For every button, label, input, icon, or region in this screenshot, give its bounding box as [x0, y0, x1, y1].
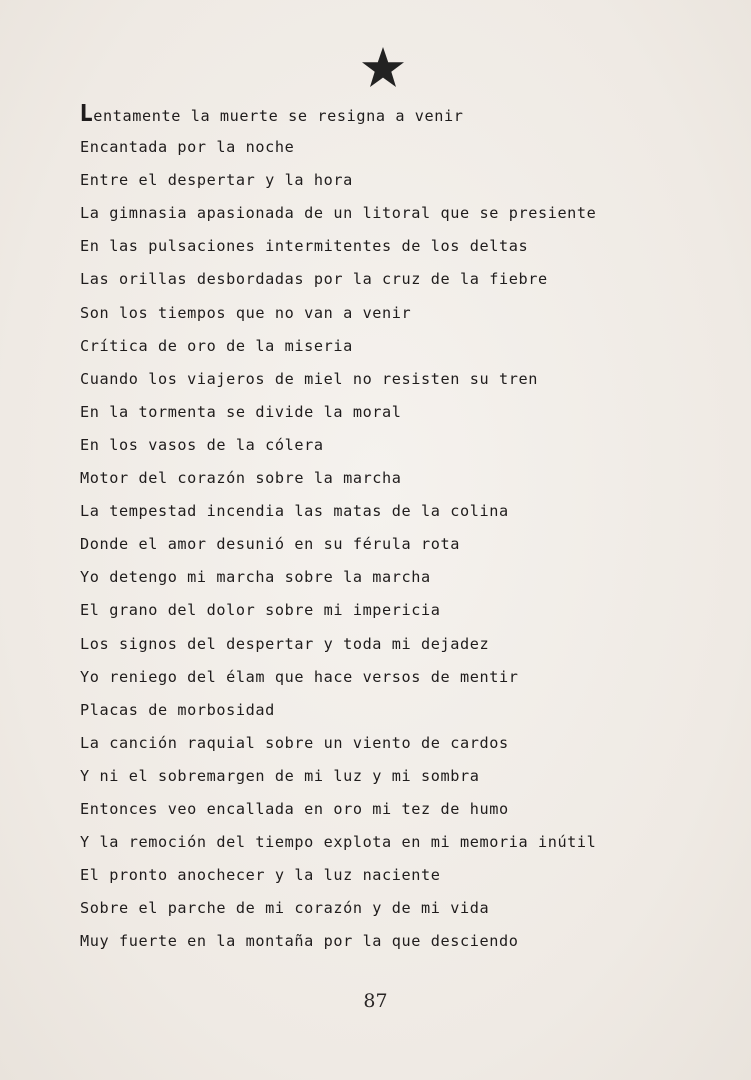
poem-line: Yo reniego del élam que hace versos de mentir — [80, 667, 519, 686]
poem-line: Los signos del despertar y toda mi dejadez — [80, 634, 490, 653]
poem-line: Muy fuerte en la montaña por la que desciendo — [80, 932, 519, 951]
poem-line: En los vasos de la cólera — [80, 435, 324, 454]
poem — [80, 101, 720, 961]
poem-line: Entonces veo encallada en oro mi tez de humo — [80, 799, 509, 818]
drop-cap-letter: L — [80, 101, 93, 127]
page-number: 87 — [363, 990, 388, 1012]
star-icon — [361, 46, 405, 90]
poem-line: Y la remoción del tiempo explota en mi memoria inútil — [80, 833, 597, 852]
poem-line: La canción raquial sobre un viento de cardos — [80, 733, 509, 752]
poem-line: Y ni el sobremargen de mi luz y mi sombra — [80, 766, 480, 785]
poem-line-first — [80, 101, 720, 134]
poem-line: Las orillas desbordadas por la cruz de la fiebre — [80, 270, 548, 289]
poem-line: Crítica de oro de la miseria — [80, 336, 353, 355]
poem-line: En las pulsaciones intermitentes de los deltas — [80, 237, 529, 256]
poem-line: Encantada por la noche — [80, 138, 295, 157]
poem-line: Son los tiempos que no van a venir — [80, 303, 412, 322]
poem-line: Donde el amor desunió en su férula rota — [80, 535, 461, 554]
poem-line: Motor del corazón sobre la marcha — [80, 469, 402, 488]
poem-line: Cuando los viajeros de miel no resisten su tren — [80, 369, 538, 388]
poem-line: En la tormenta se divide la moral — [80, 402, 402, 421]
poem-line: El pronto anochecer y la luz naciente — [80, 866, 441, 885]
poem-line: Placas de morbosidad — [80, 700, 275, 719]
poem-line: El grano del dolor sobre mi impericia — [80, 601, 441, 620]
poem-line: La gimnasia apasionada de un litoral que se presiente — [80, 204, 597, 223]
poem-line: Sobre el parche de mi corazón y de mi vida — [80, 899, 490, 918]
poem-line: La tempestad incendia las matas de la colina — [80, 502, 509, 521]
poem-line: Yo detengo mi marcha sobre la marcha — [80, 568, 431, 587]
poem-line: Entre el despertar y la hora — [80, 171, 353, 190]
poem-line-text: entamente la muerte se resigna a venir — [93, 107, 464, 125]
